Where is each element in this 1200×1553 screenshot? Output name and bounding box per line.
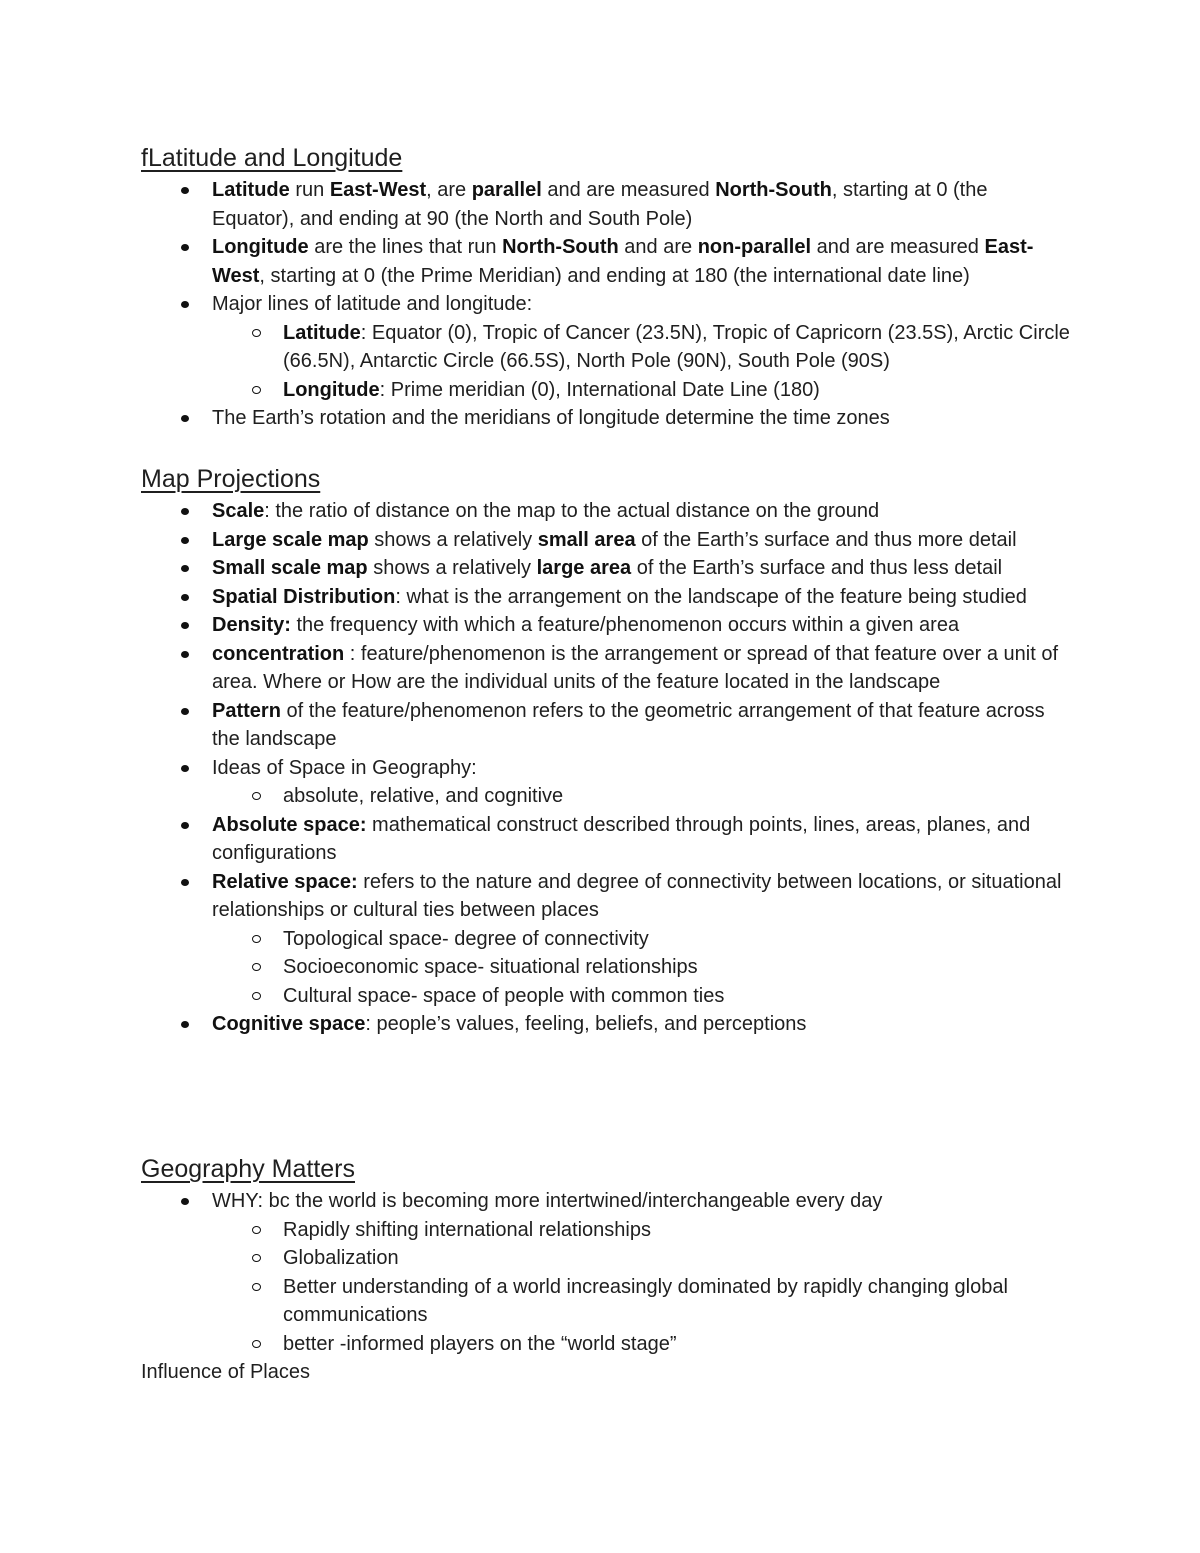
list-item: The Earth’s rotation and the meridians of longitude determine the time zones (141, 404, 1071, 433)
list-item: Scale: the ratio of distance on the map to the actual distance on the ground (141, 497, 1071, 526)
list-item: Spatial Distribution: what is the arrangement on the landscape of the feature being studied (141, 583, 1071, 612)
list-item: Large scale map shows a relatively small area of the Earth’s surface and thus more detail (141, 526, 1071, 555)
sublist-item: Latitude: Equator (0), Tropic of Cancer (23.5N), Tropic of Capricorn (23.5S), Arctic Circle (66.5N), Antarctic Circle (66.5S), North Pole (90N), South Pole (90S) (212, 319, 1071, 376)
sublist (212, 782, 1071, 811)
heading-geography-matters: Geography Matters (141, 1155, 355, 1183)
heading-map-projections: Map Projections (141, 465, 321, 493)
sublist-item: better -informed players on the “world stage” (212, 1330, 1071, 1359)
list-item: WHY: bc the world is becoming more intertwined/interchangeable every day Rapidly shifting international relationships Globalization Better understanding of a world increasingly dominated by rapidly changing global communications better -informed players on the “world stage” (141, 1187, 1071, 1358)
list-item: Absolute space: mathematical construct described through points, lines, areas, planes, and configurations (141, 811, 1071, 868)
list-item: Latitude run East-West, are parallel and are measured North-South, starting at 0 (the Equator), and ending at 90 (the North and South Pole) (141, 176, 1071, 233)
list-item: Pattern of the feature/phenomenon refers to the geometric arrangement of that feature across the landscape (141, 697, 1071, 754)
sublist-item: absolute, relative, and cognitive (212, 782, 1071, 811)
heading-latitude-longitude: fLatitude and Longitude (141, 144, 403, 172)
sublist-item: Cultural space- space of people with common ties (212, 982, 1071, 1011)
latitude-longitude-list (141, 176, 1071, 433)
sublist-item: Topological space- degree of connectivity (212, 925, 1071, 954)
list-item: concentration : feature/phenomenon is the arrangement or spread of that feature over a unit of area. Where or How are the individual units of the feature located in the landscape (141, 640, 1071, 697)
list-item: Relative space: refers to the nature and degree of connectivity between locations, or situational relationships or cultural ties between places Topological space- degree of connectivity Socioeconomic space- situational relationships Cultural space- space of people with common ties (141, 868, 1071, 1011)
sublist-item: Longitude: Prime meridian (0), International Date Line (180) (212, 376, 1071, 405)
sublist (212, 1216, 1071, 1359)
sublist (212, 925, 1071, 1011)
sublist-item: Globalization (212, 1244, 1071, 1273)
geography-matters-list (141, 1187, 1071, 1358)
list-item: Cognitive space: people’s values, feeling, beliefs, and perceptions (141, 1010, 1071, 1039)
sublist-item: Socioeconomic space- situational relationships (212, 953, 1071, 982)
list-item: Small scale map shows a relatively large area of the Earth’s surface and thus less detail (141, 554, 1071, 583)
list-item: Ideas of Space in Geography: absolute, relative, and cognitive (141, 754, 1071, 811)
sublist-item: Better understanding of a world increasingly dominated by rapidly changing global communications (212, 1273, 1071, 1330)
list-item: Major lines of latitude and longitude: Latitude: Equator (0), Tropic of Cancer (23.5N), Tropic of Capricorn (23.5S), Arctic Circle (66.5N), Antarctic Circle (66.5S), North Pole (90N), South Pole (90S) Longitude: Prime meridian (0), International Date Line (180) (141, 290, 1071, 404)
map-projections-list (141, 497, 1071, 1039)
list-item: Longitude are the lines that run North-South and are non-parallel and are measured East-West, starting at 0 (the Prime Meridian) and ending at 180 (the international date line) (141, 233, 1071, 290)
sublist (212, 319, 1071, 405)
influence-of-places-text: Influence of Places (141, 1361, 310, 1383)
list-item: Density: the frequency with which a feature/phenomenon occurs within a given area (141, 611, 1071, 640)
sublist-item: Rapidly shifting international relationships (212, 1216, 1071, 1245)
